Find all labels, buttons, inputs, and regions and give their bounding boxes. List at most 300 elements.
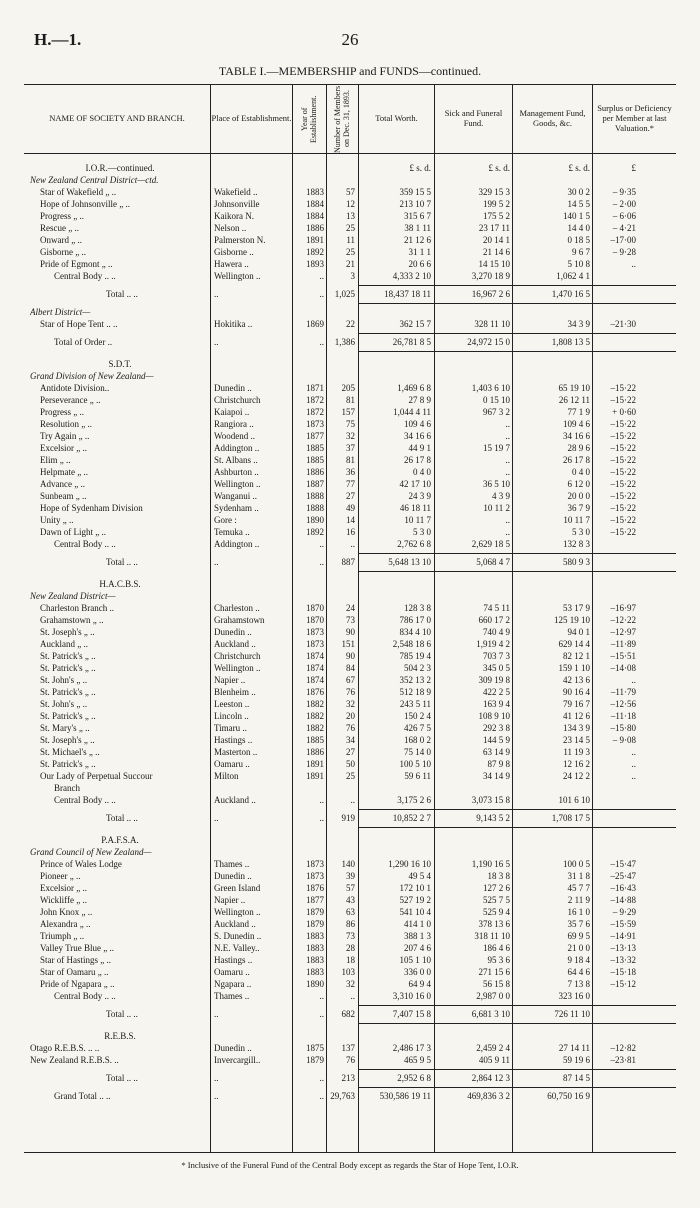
cell-mf: 26 17 8 <box>563 455 590 465</box>
table-row <box>24 590 676 602</box>
cell-sd: –15·12 <box>610 979 636 989</box>
table-row <box>24 722 676 734</box>
cell-place: Dunedin .. <box>214 383 252 393</box>
cell-members: 137 <box>341 1043 355 1053</box>
cell-name: Gisborne „ .. <box>40 247 86 257</box>
cell-sf: 318 11 10 <box>474 931 510 941</box>
cell-name: Excelsior „ .. <box>40 443 87 453</box>
cell-place: Hastings .. <box>214 735 253 745</box>
cell-place: Wellington .. <box>214 663 261 673</box>
cell-sf: .. <box>505 455 510 465</box>
cell-sf: 525 7 5 <box>483 895 510 905</box>
cell-members: 25 <box>346 771 355 781</box>
table-row <box>24 222 676 234</box>
cell-year: 1891 <box>306 235 324 245</box>
cell-mf: 12 16 2 <box>563 759 590 769</box>
cell-members: 11 <box>346 235 355 245</box>
cell-sd: –15·51 <box>610 651 636 661</box>
cell-place: Woodend .. <box>214 431 256 441</box>
cell-tw: 1,469 6 8 <box>397 383 431 393</box>
cell-year: 1883 <box>306 943 324 953</box>
cell-name: Albert District— <box>30 307 91 317</box>
cell-year: 1888 <box>306 491 324 501</box>
table-row <box>24 834 676 846</box>
cell-mf: 64 4 6 <box>567 967 590 977</box>
table-row <box>24 758 676 770</box>
cell-sf: 525 9 4 <box>483 907 510 917</box>
cell-year: 1871 <box>306 383 324 393</box>
cell-sf: 74 5 11 <box>483 603 510 613</box>
cell-sf: 5,068 4 7 <box>476 557 510 567</box>
cell-place: .. <box>214 337 219 347</box>
table-row <box>24 442 676 454</box>
cell-sd: .. <box>631 771 636 781</box>
cell-place: Johnsonville <box>214 199 260 209</box>
cell-year: 1890 <box>306 515 324 525</box>
cell-place: Thames .. <box>214 991 250 1001</box>
cell-members: 36 <box>346 467 355 477</box>
cell-name: Auckland „ .. <box>40 639 88 649</box>
cell-tw: 44 9 1 <box>408 443 431 453</box>
cell-mf: 45 7 7 <box>567 883 590 893</box>
cell-name: Central Body .. .. <box>54 795 116 805</box>
cell-name: Pioneer „ .. <box>40 871 81 881</box>
cell-place: Palmerston N. <box>214 235 266 245</box>
cell-sf: 199 5 2 <box>483 199 510 209</box>
cell-tw: 42 17 10 <box>399 479 431 489</box>
cell-place: Grahamstown <box>214 615 265 625</box>
cell-mf: 1,808 13 5 <box>551 337 590 347</box>
cell-mf: 23 14 5 <box>563 735 590 745</box>
cell-tw: 5,648 13 10 <box>388 557 431 567</box>
cell-place: Blenheim .. <box>214 687 256 697</box>
cell-name: Unity „ .. <box>40 515 74 525</box>
cell-name: St. Patrick's „ .. <box>40 759 96 769</box>
cell-sf: 108 9 10 <box>478 711 510 721</box>
table-row <box>24 162 676 174</box>
cell-year: 1885 <box>306 455 324 465</box>
cell-members: 49 <box>346 503 355 513</box>
total-row <box>24 556 676 568</box>
table-row <box>24 906 676 918</box>
cell-place: Timaru .. <box>214 723 247 733</box>
cell-mf: 24 12 2 <box>563 771 590 781</box>
cell-mf: 323 16 0 <box>558 991 590 1001</box>
cell-sf: 1,919 4 2 <box>476 639 510 649</box>
cell-sd: –15·47 <box>610 859 636 869</box>
cell-name: Pride of Egmont „ .. <box>40 259 113 269</box>
cell-name: Resolution „ .. <box>40 419 92 429</box>
table-row <box>24 638 676 650</box>
subtotal-rule <box>358 1069 676 1070</box>
cell-tw: 388 1 3 <box>404 931 431 941</box>
cell-place: Napier .. <box>214 675 246 685</box>
cell-members: 34 <box>346 735 355 745</box>
cell-sd: –15·22 <box>610 491 636 501</box>
cell-mf: 1,470 16 5 <box>551 289 590 299</box>
subtotal-rule <box>358 809 676 810</box>
cell-tw: 100 5 10 <box>399 759 431 769</box>
cell-sd: –14·88 <box>610 895 636 905</box>
cell-tw: 213 10 7 <box>399 199 431 209</box>
table-row <box>24 894 676 906</box>
cell-name: Wickliffe „ .. <box>40 895 87 905</box>
table-row <box>24 358 676 370</box>
cell-members: 140 <box>341 859 355 869</box>
cell-mf: 580 9 3 <box>563 557 590 567</box>
table-row <box>24 234 676 246</box>
cell-tw: 10,852 2 7 <box>392 813 431 823</box>
cell-name: R.E.B.S. <box>104 1031 136 1041</box>
cell-mf: 7 13 8 <box>567 979 590 989</box>
cell-sf: 16,967 2 6 <box>471 289 510 299</box>
cell-year: 1883 <box>306 955 324 965</box>
cell-members: .. <box>350 991 355 1001</box>
cell-sf: 703 7 3 <box>483 651 510 661</box>
cell-name: New Zealand District— <box>30 591 116 601</box>
cell-tw: 49 5 4 <box>408 871 431 881</box>
cell-sf: 20 14 1 <box>483 235 510 245</box>
cell-members: 12 <box>346 199 355 209</box>
cell-sd: –17·00 <box>610 235 636 245</box>
subtotal-rule <box>358 351 676 352</box>
cell-year: 1873 <box>306 419 324 429</box>
cell-name: St. Patrick's „ .. <box>40 687 96 697</box>
col-members-header: Number of Members on Dec. 31, 1893. <box>326 85 358 153</box>
cell-tw: 2,952 6 8 <box>397 1073 431 1083</box>
cell-year: 1873 <box>306 639 324 649</box>
cell-tw: 359 15 5 <box>399 187 431 197</box>
cell-sf: 3,073 15 8 <box>471 795 510 805</box>
cell-sf: 95 3 6 <box>487 955 510 965</box>
subtotal-rule <box>358 1005 676 1006</box>
currency-units: £ <box>631 163 636 173</box>
cell-tw: 2,548 18 6 <box>392 639 431 649</box>
cell-sd: –11·18 <box>610 711 636 721</box>
cell-name: St. Patrick's „ .. <box>40 651 96 661</box>
cell-tw: 0 4 0 <box>413 467 431 477</box>
table-row <box>24 270 676 282</box>
subtotal-rule <box>358 1023 676 1024</box>
cell-sd: –15·22 <box>610 515 636 525</box>
cell-year: .. <box>319 289 324 299</box>
cell-mf: 14 4 0 <box>567 223 590 233</box>
cell-place: .. <box>214 557 219 567</box>
cell-sd: – 9·28 <box>612 247 636 257</box>
cell-place: Rangiora .. <box>214 419 254 429</box>
cell-year: .. <box>319 539 324 549</box>
cell-name: Rescue „ .. <box>40 223 79 233</box>
table-row <box>24 430 676 442</box>
cell-members: 84 <box>346 663 355 673</box>
cell-place: Invercargill.. <box>214 1055 261 1065</box>
cell-mf: 629 14 4 <box>558 639 590 649</box>
cell-place: Auckland .. <box>214 795 256 805</box>
table-row <box>24 602 676 614</box>
cell-mf: 14 5 5 <box>567 199 590 209</box>
cell-name: Alexandra „ .. <box>40 919 91 929</box>
cell-name: Hope of Sydenham Division <box>40 503 143 513</box>
cell-members: 43 <box>346 895 355 905</box>
cell-place: Gore : <box>214 515 237 525</box>
table-row <box>24 954 676 966</box>
cell-members: 67 <box>346 675 355 685</box>
table-row <box>24 978 676 990</box>
cell-tw: 26,781 8 5 <box>392 337 431 347</box>
cell-mf: 100 0 5 <box>563 859 590 869</box>
cell-name: Total .. .. <box>106 289 138 299</box>
cell-mf: 28 9 6 <box>567 443 590 453</box>
cell-sf: 127 2 6 <box>483 883 510 893</box>
cell-tw: 168 0 2 <box>404 735 431 745</box>
cell-tw: 362 15 7 <box>399 319 431 329</box>
cell-sd: –11·89 <box>610 639 636 649</box>
cell-year: 1874 <box>306 675 324 685</box>
cell-name: Sunbeam „ .. <box>40 491 87 501</box>
cell-tw: 530,586 19 11 <box>379 1091 431 1101</box>
cell-sd: –12·22 <box>610 615 636 625</box>
total-row <box>24 812 676 824</box>
cell-place: Leeston .. <box>214 699 250 709</box>
table-row <box>24 418 676 430</box>
table-row <box>24 662 676 674</box>
cell-tw: 352 13 2 <box>399 675 431 685</box>
cell-year: .. <box>319 271 324 281</box>
cell-place: .. <box>214 813 219 823</box>
cell-mf: 1,062 4 1 <box>556 271 590 281</box>
cell-sf: 328 11 10 <box>474 319 510 329</box>
cell-year: 1890 <box>306 979 324 989</box>
cell-sd: –15·22 <box>610 527 636 537</box>
cell-year: 1873 <box>306 871 324 881</box>
cell-tw: 150 2 4 <box>404 711 431 721</box>
cell-mf: 0 4 0 <box>572 467 590 477</box>
cell-sf: 660 17 2 <box>478 615 510 625</box>
cell-name: St. Mary's „ .. <box>40 723 90 733</box>
cell-members: 77 <box>346 479 355 489</box>
cell-tw: 786 17 0 <box>399 615 431 625</box>
table-row <box>24 198 676 210</box>
cell-tw: 38 1 11 <box>404 223 431 233</box>
table-row <box>24 734 676 746</box>
cell-members: 76 <box>346 687 355 697</box>
cell-tw: 243 5 11 <box>399 699 431 709</box>
table-row <box>24 930 676 942</box>
cell-tw: 504 2 3 <box>404 663 431 673</box>
col-surplus-header: Surplus or Deficiency per Member at last Valuation.* <box>592 85 676 153</box>
cell-members: 103 <box>341 967 355 977</box>
table-row <box>24 406 676 418</box>
cell-year: 1873 <box>306 627 324 637</box>
cell-mf: 5 3 0 <box>572 527 590 537</box>
table-row <box>24 394 676 406</box>
cell-sf: 14 15 10 <box>478 259 510 269</box>
cell-year: 1876 <box>306 687 324 697</box>
table-header <box>24 84 676 154</box>
cell-members: 14 <box>346 515 355 525</box>
cell-mf: 726 11 10 <box>554 1009 590 1019</box>
cell-name: St. John's „ .. <box>40 699 88 709</box>
total-row <box>24 1072 676 1084</box>
cell-tw: 64 9 4 <box>408 979 431 989</box>
cell-tw: 1,044 4 11 <box>393 407 431 417</box>
cell-name: P.A.F.S.A. <box>101 835 139 845</box>
cell-tw: 512 18 9 <box>399 687 431 697</box>
cell-tw: 2,486 17 3 <box>392 1043 431 1053</box>
cell-members: 90 <box>346 627 355 637</box>
cell-mf: 5 10 8 <box>567 259 590 269</box>
cell-year: 1875 <box>306 1043 324 1053</box>
currency-units: £ s. d. <box>568 163 590 173</box>
cell-sd <box>596 1090 636 1102</box>
table-row <box>24 650 676 662</box>
cell-place: Sydenham .. <box>214 503 259 513</box>
cell-tw: 4,333 2 10 <box>392 271 431 281</box>
col-place-header: Place of Establishment. <box>210 85 292 153</box>
cell-year: 1884 <box>306 199 324 209</box>
cell-members: 22 <box>346 319 355 329</box>
cell-mf: 79 16 7 <box>563 699 590 709</box>
cell-members: 27 <box>346 491 355 501</box>
table-row <box>24 174 676 186</box>
cell-sf: 56 15 8 <box>483 979 510 989</box>
cell-sf: .. <box>505 431 510 441</box>
cell-sf: 23 17 11 <box>478 223 510 233</box>
cell-members: 50 <box>346 759 355 769</box>
table-row <box>24 746 676 758</box>
cell-year: 1887 <box>306 479 324 489</box>
cell-year: 1874 <box>306 663 324 673</box>
cell-year: 1870 <box>306 615 324 625</box>
cell-year: .. <box>319 337 324 347</box>
cell-sd: –16·43 <box>610 883 636 893</box>
cell-year: 1882 <box>306 723 324 733</box>
cell-members: 25 <box>346 223 355 233</box>
cell-tw: 3,175 2 6 <box>397 795 431 805</box>
cell-sf: 345 0 5 <box>483 663 510 673</box>
cell-mf: 69 9 5 <box>567 931 590 941</box>
cell-sf: 0 15 10 <box>483 395 510 405</box>
cell-sf: 329 15 3 <box>478 187 510 197</box>
cell-place: Oamaru .. <box>214 759 250 769</box>
cell-year: .. <box>319 1009 324 1019</box>
cell-sd <box>596 270 636 282</box>
cell-members: 81 <box>346 455 355 465</box>
cell-name: Total of Order .. <box>54 337 113 347</box>
cell-mf: 34 3 9 <box>567 319 590 329</box>
subtotal-rule <box>358 571 676 572</box>
cell-mf: 2 11 9 <box>567 895 590 905</box>
cell-name: Elim „ .. <box>40 455 71 465</box>
cell-sf: 967 3 2 <box>483 407 510 417</box>
cell-tw: 128 3 8 <box>404 603 431 613</box>
cell-mf: 109 4 6 <box>563 419 590 429</box>
cell-sd: .. <box>631 675 636 685</box>
cell-name: I.O.R.—continued. <box>85 163 155 173</box>
cell-place: S. Dunedin .. <box>214 931 262 941</box>
cell-sd: –23·81 <box>610 1055 636 1065</box>
cell-sd: –14·08 <box>610 663 636 673</box>
table-row <box>24 698 676 710</box>
cell-place: Masterton .. <box>214 747 258 757</box>
cell-sd: –25·47 <box>610 871 636 881</box>
cell-members: 24 <box>346 603 355 613</box>
cell-place: Wellington .. <box>214 271 261 281</box>
col-name-header: NAME OF SOCIETY AND BRANCH. <box>49 113 185 124</box>
cell-mf: 26 12 11 <box>558 395 590 405</box>
table-row <box>24 858 676 870</box>
cell-sd: –16·97 <box>610 603 636 613</box>
cell-sd: –21·30 <box>610 319 636 329</box>
cell-members: 57 <box>346 883 355 893</box>
cell-sd: – 2·00 <box>612 199 636 209</box>
cell-mf: 10 11 7 <box>563 515 590 525</box>
cell-mf: 36 7 9 <box>567 503 590 513</box>
cell-members: 63 <box>346 907 355 917</box>
cell-members: 20 <box>346 711 355 721</box>
cell-year: 1877 <box>306 895 324 905</box>
cell-name: Excelsior „ .. <box>40 883 87 893</box>
cell-name: Branch <box>54 783 80 793</box>
cell-sd: –15·22 <box>610 503 636 513</box>
table-row <box>24 210 676 222</box>
cell-year: 1879 <box>306 1055 324 1065</box>
cell-place: Hawera .. <box>214 259 249 269</box>
table-row <box>24 538 676 550</box>
cell-members: 1,386 <box>334 337 355 347</box>
cell-place: Addington .. <box>214 443 260 453</box>
cell-mf: 60,750 16 9 <box>547 1091 590 1101</box>
cell-tw: 1,290 16 10 <box>388 859 431 869</box>
cell-sf: 309 19 8 <box>478 675 510 685</box>
cell-mf: 30 0 2 <box>567 187 590 197</box>
cell-name: Progress „ .. <box>40 211 84 221</box>
cell-place: Hastings .. <box>214 955 253 965</box>
cell-name: Otago R.E.B.S. .. .. <box>30 1043 100 1053</box>
cell-sf: 2,987 0 0 <box>476 991 510 1001</box>
cell-name: John Knox „ .. <box>40 907 93 917</box>
cell-mf: 82 12 1 <box>563 651 590 661</box>
cell-sf: 175 5 2 <box>483 211 510 221</box>
cell-place: Wakefield .. <box>214 187 258 197</box>
cell-year: 1892 <box>306 247 324 257</box>
cell-tw: 3,310 16 0 <box>392 991 431 1001</box>
table-row <box>24 502 676 514</box>
cell-sf: 4 3 9 <box>492 491 510 501</box>
table-row <box>24 186 676 198</box>
cell-mf: 101 6 10 <box>558 795 590 805</box>
cell-sd: –14·91 <box>610 931 636 941</box>
cell-mf: 21 0 0 <box>567 943 590 953</box>
cell-sd: –15·22 <box>610 479 636 489</box>
subtotal-rule <box>358 1087 676 1088</box>
table-row <box>24 526 676 538</box>
cell-members: 32 <box>346 979 355 989</box>
cell-members: 76 <box>346 723 355 733</box>
table-row <box>24 614 676 626</box>
cell-sd: .. <box>631 747 636 757</box>
cell-sf: 1,190 16 5 <box>471 859 510 869</box>
cell-sd: –15·22 <box>610 443 636 453</box>
cell-sf: .. <box>505 467 510 477</box>
cell-year: 1883 <box>306 931 324 941</box>
cell-place: Dunedin .. <box>214 627 252 637</box>
cell-place: Dunedin .. <box>214 1043 252 1053</box>
cell-name: Central Body .. .. <box>54 271 116 281</box>
cell-year: 1885 <box>306 443 324 453</box>
cell-name: Try Again „ .. <box>40 431 90 441</box>
table-row <box>24 870 676 882</box>
